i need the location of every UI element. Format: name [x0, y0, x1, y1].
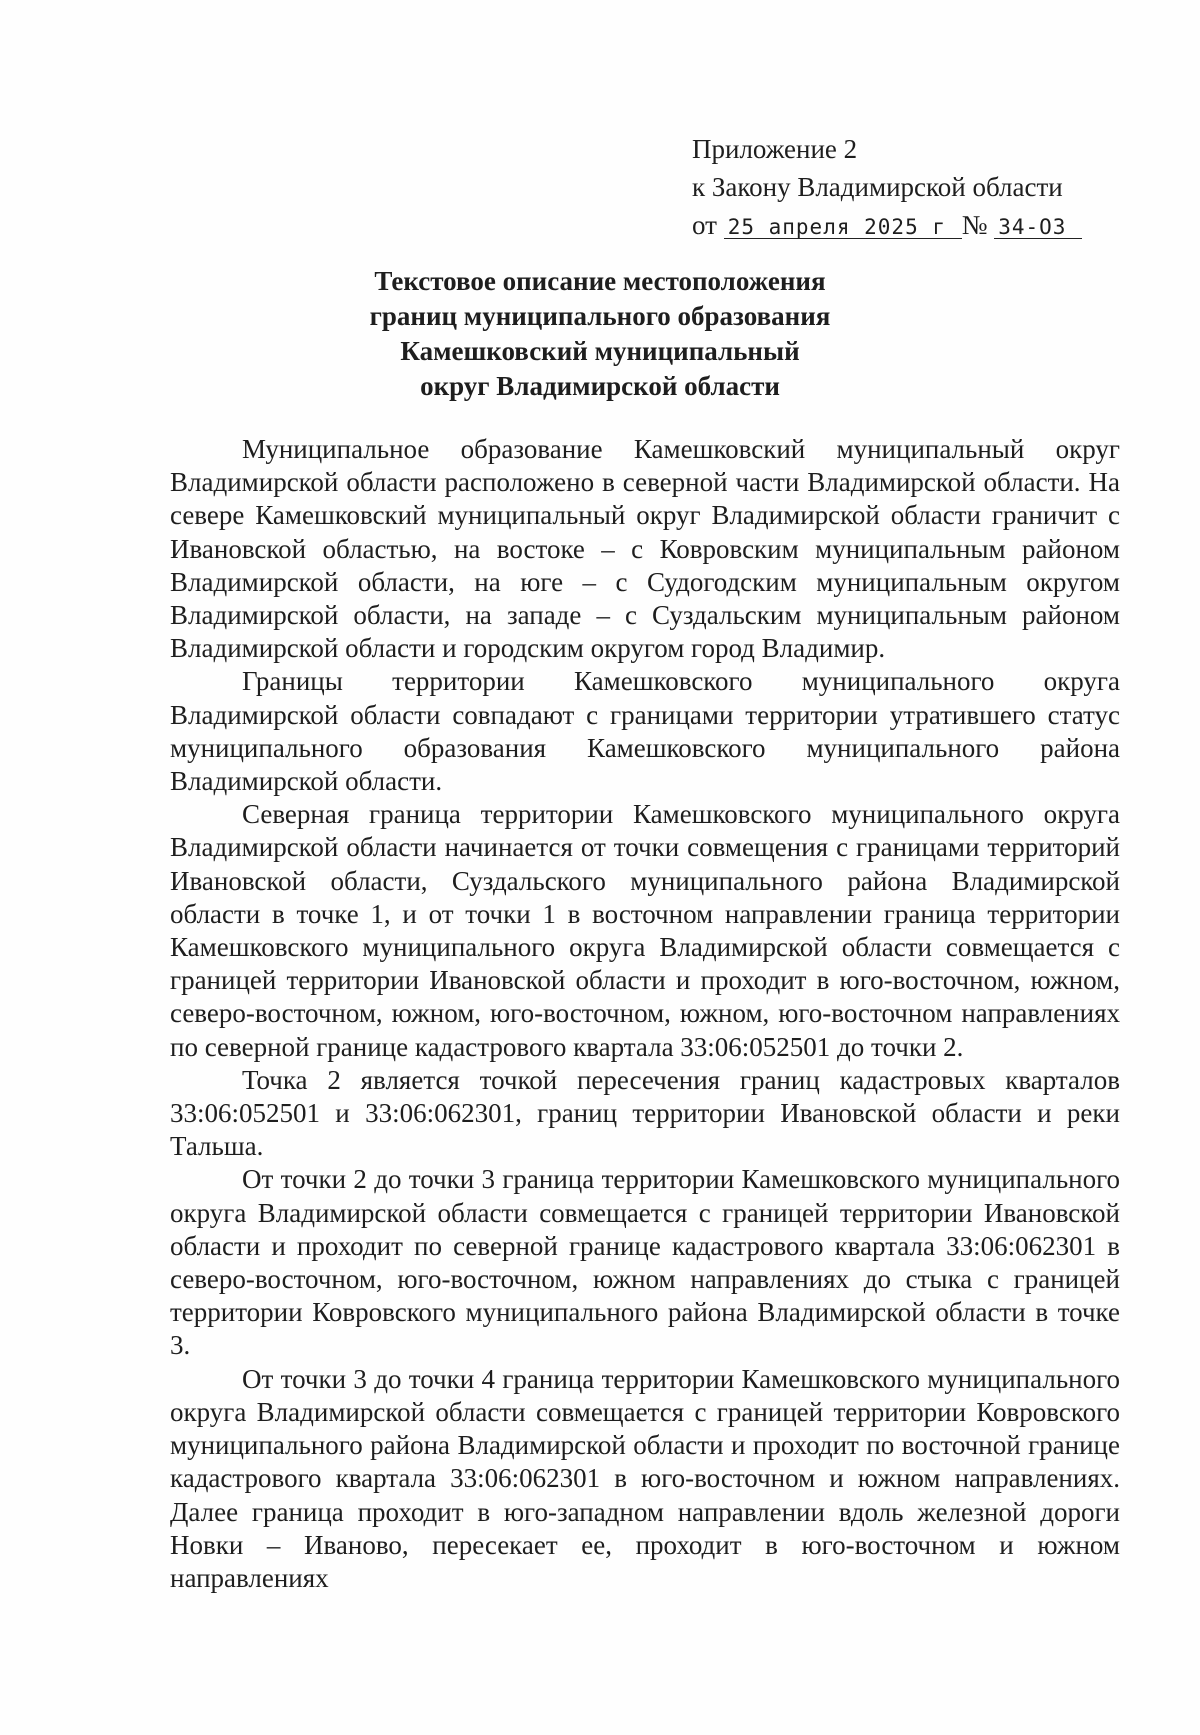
- paragraph-point-3-to-4: От точки 3 до точки 4 граница территории Камешковского муниципального округа Владимирской области совмещается с границей территории Ковровского муниципального района Владимирской области и проходит по восточной границе кадастрового квартала 33:06:062301 в юго-восточном и южном направлениях. Далее граница проходит в юго-западном направлении вдоль железной дороги Новки – Иваново, пересекает ее, проходит в юго-восточном и южном направлениях: [170, 1363, 1120, 1593]
- title-line-1: Текстовое описание местоположения: [374, 266, 826, 296]
- document-title: [150, 264, 1050, 404]
- appendix-date-line: [692, 206, 1082, 244]
- paragraph-boundaries-match: Границы территории Камешковского муниципального округа Владимирской области совпадают с границами территории утратившего статус муниципального образования Камешковского муниципального района Владимирской области.: [170, 666, 1120, 797]
- paragraph-point-2: Точка 2 является точкой пересечения границ кадастровых кварталов 33:06:052501 и 33:06:062301, границ территории Ивановской области и реки Тальша.: [170, 1064, 1120, 1162]
- paragraph-overview: Муниципальное образование Камешковский муниципальный округ Владимирской области расположено в северной части Владимирской области. На севере Камешковский муниципальный округ Владимирской области граничит с Ивановской областью, на востоке – с Ковровским муниципальным районом Владимирской области, на юге – с Судогодским муниципальным округом Владимирской области, на западе – с Суздальским муниципальным районом Владимирской области и городским округом город Владимир.: [170, 434, 1120, 664]
- appendix-label: Приложение 2: [692, 134, 858, 164]
- paragraph-northern-boundary: Северная граница территории Камешковского муниципального округа Владимирской области начинается от точки совмещения с границами территорий Ивановской области, Суздальского муниципального района Владимирской области в точке 1, и от точки 1 в восточном направлении граница территории Камешковского муниципального округа Владимирской области совмещается с границей территории Ивановской области и проходит в юго-восточном, южном, северо-восточном, южном, юго-восточном, южном, юго-восточном направлениях по северной границе кадастрового квартала 33:06:052501 до точки 2.: [170, 799, 1120, 1062]
- date-prefix: от: [692, 210, 717, 240]
- document-body: [170, 433, 1120, 1595]
- law-date: 25 апреля 2025 г: [724, 216, 962, 239]
- appendix-law-reference: к Закону Владимирской области: [692, 172, 1063, 202]
- title-line-4: округ Владимирской области: [420, 371, 780, 401]
- title-line-2: границ муниципального образования: [369, 301, 831, 331]
- law-number: 34-ОЗ: [994, 216, 1082, 239]
- title-line-3: Камешковский муниципальный: [400, 336, 800, 366]
- paragraph-point-2-to-3: От точки 2 до точки 3 граница территории Камешковского муниципального округа Владимирской области совмещается с границей территории Ивановской области и проходит по северной границе кадастрового квартала 33:06:062301 в северо-восточном, юго-восточном, южном направлениях до стыка с границей территории Ковровского муниципального района Владимирской области в точке 3.: [170, 1164, 1120, 1361]
- appendix-header: [692, 130, 1082, 244]
- number-sign: №: [961, 210, 988, 240]
